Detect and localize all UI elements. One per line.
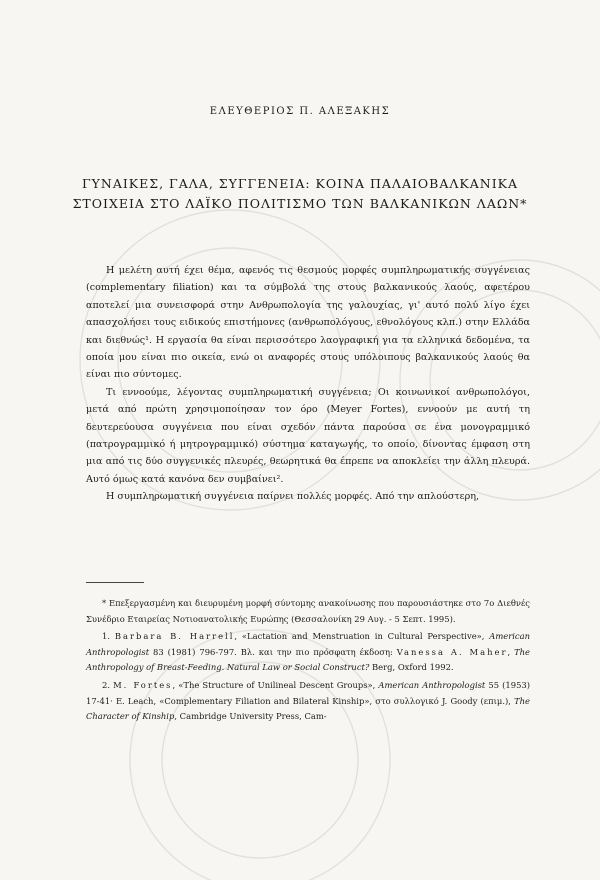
footnote-star: * Επεξεργασμένη και διευρυμένη μορφή σύντομης ανακοίνωσης που παρουσιάστηκε στο 7ο Διεθνές Συνέδριο Εταιρείας Νοτιοανατολικής Ευρώπης (Θεσσαλονίκη 29 Αυγ. - 5 Σεπτ. 1995). bbox=[86, 598, 530, 624]
title-line-2: ΣΤΟΙΧΕΙΑ ΣΤΟ ΛΑΪΚΟ ΠΟΛΙΤΙΣΜΟ ΤΩΝ ΒΑΛΚΑΝΙΚΩΝ ΛΑΩΝ* bbox=[72, 196, 528, 211]
footnote-2: 2. M. Fortes, «The Structure of Unilineal Descent Groups», American Anthropologist 55 (1953) 17-41· E. Leach, «Complementary Filiation and Bilateral Kinship», στο συλλογικό J. Goody (επιμ.), The Character of Kinship, Cambridge University Press, Cam- bbox=[86, 679, 530, 722]
author-name: ΕΛΕΥΘΕΡΙΟΣ Π. ΑΛΕΞΑΚΗΣ bbox=[209, 106, 391, 117]
article-body bbox=[86, 262, 530, 506]
article-title bbox=[60, 174, 540, 214]
body-paragraph-1: Η μελέτη αυτή έχει θέμα, αφενός τις θεσμούς μορφές συμπληρωματικής συγγένειας (complementary filiation) και τα σύμβολά της στους βαλκανικούς λαούς, αφετέρου αποτελεί μια συνεισφορά στην Ανθρωπολογία της γαλουχίας, γι' αυτό πολύ λίγο έχει απασχολήσει τους ειδικούς επιστήμονες (ανθρωπολόγους, εθνολόγους κλπ.) στην Ελλάδα και διεθνώς¹. Η εργασία θα είναι περισσότερο λαογραφική για τα ελληνικά δεδομένα, τα οποία μου είναι πιο οικεία, ενώ οι αναφορές στους υπόλοιπους βαλκανικούς λαούς θα είναι πιο σύντομες. bbox=[86, 265, 530, 381]
body-paragraph-2: Τι εννοούμε, λέγοντας συμπληρωματική συγγένεια; Οι κοινωνικοί ανθρωπολόγοι, μετά από πρώτη χρησιμοποίησαν τον όρο (Meyer Fortes), εννοούν με αυτή τη δευτερεύουσα συγγένεια που είναι σχεδόν πάντα παρούσα σε ένα μονογραμμικό (πατρογραμμικό ή μητρογραμμικό) σύστημα καταγωγής, το οποίο, δίνοντας έμφαση στη μια από τις δύο συγγενικές πλευρές, θεωρητικά θα έπρεπε να αποκλείει την άλλη πλευρά. Αυτό όμως κατά κανόνα δεν συμβαίνει². bbox=[86, 386, 530, 485]
footnote-1: 1. Barbara B. Harrell, «Lactation and Menstruation in Cultural Perspective», American Anthropologist 83 (1981) 796-797. Βλ. και την πιο πρόσφατη έκδοση: Vanessa A. Maher, The Anthropology of Breast-Feeding. Natural Law or Social Construct? Berg, Oxford 1992. bbox=[86, 631, 531, 673]
title-line-1: ΓΥΝΑΙΚΕΣ, ΓΑΛΑ, ΣΥΓΓΕΝΕΙΑ: ΚΟΙΝΑ ΠΑΛΑΙΟΒΑΛΚΑΝΙΚΑ bbox=[81, 176, 519, 191]
footnotes bbox=[86, 596, 530, 727]
footnote-separator bbox=[86, 582, 144, 583]
body-paragraph-3: Η συμπληρωματική συγγένεια παίρνει πολλές μορφές. Από την απλούστερη, bbox=[106, 491, 480, 503]
